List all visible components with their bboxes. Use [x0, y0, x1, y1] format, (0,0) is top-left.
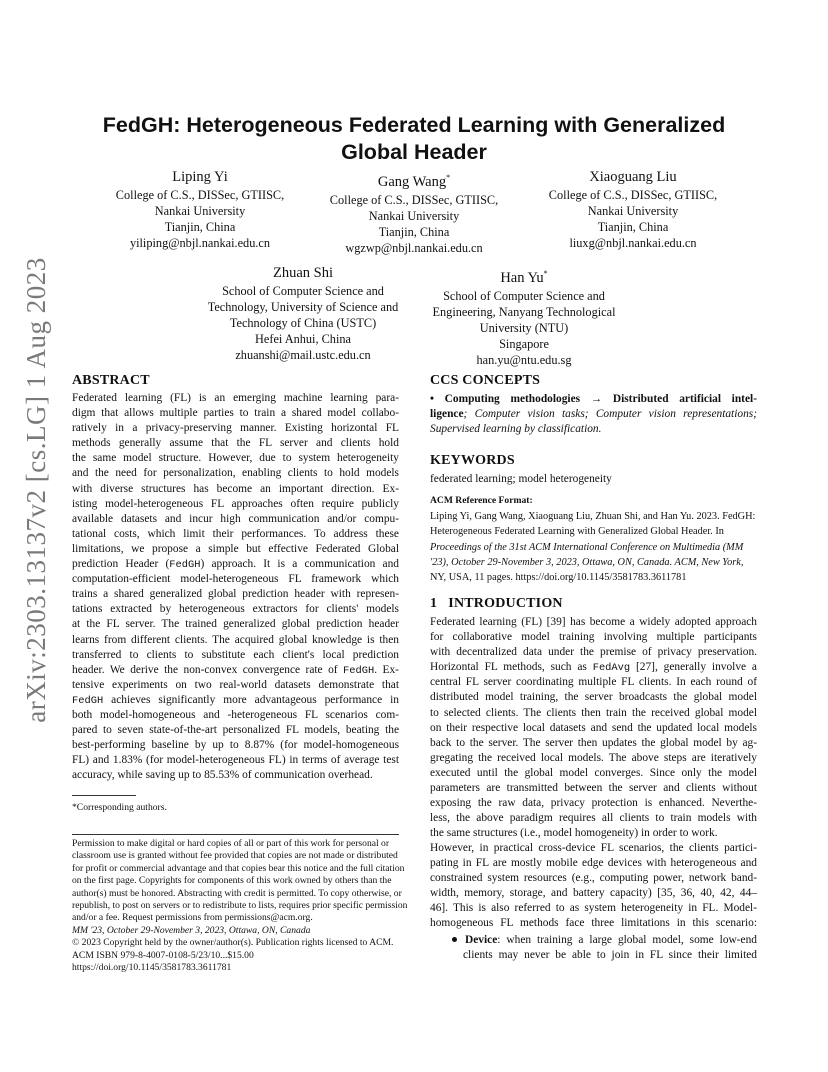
intro-line: for collaborative model training involving multiple participants	[430, 631, 757, 644]
acm-ref-line: NY, USA, 11 pages. https://doi.org/10.1145/3581783.3611781	[430, 572, 687, 584]
acm-ref-line: Proceedings of the 31st ACM International Conference on Multimedia (MM	[430, 541, 744, 553]
intro-line: less, the above paradigm requires all clients to train models with	[430, 812, 757, 825]
author-affil: Nankai University	[368, 208, 460, 223]
bullet-line-2: clients may never be able to join in FL since their limited	[463, 949, 757, 962]
permission-rule	[72, 834, 399, 835]
author-affil: School of Computer Science and	[443, 288, 605, 303]
intro-line: to selected clients. The clients then train the received global model	[430, 706, 757, 719]
author-email: zhuanshi@mail.ustc.edu.cn	[235, 348, 371, 362]
bullet-icon	[452, 937, 457, 942]
permission-line: Permission to make digital or hard copies of all or part of this work for personal or	[72, 838, 390, 849]
author-affil: Hefei Anhui, China	[255, 332, 351, 346]
intro-body	[430, 615, 757, 841]
doi-line: https://doi.org/10.1145/3581783.3611781	[72, 961, 232, 973]
abstract-line: accuracy, while saving up to 85.53% of communication overhead.	[72, 769, 373, 782]
intro-line: constrained system resources (e.g., computing power, network band-	[430, 872, 757, 885]
abstract-line: digm that allows multiple parties to train a shared model collabo-	[72, 407, 399, 420]
author-affil: Technology of China (USTC)	[229, 316, 377, 330]
abstract-line: limitations, we propose a simple but effective Federated Global	[72, 542, 399, 555]
title-line-1: FedGH: Heterogeneous Federated Learning with Generalized	[102, 113, 726, 137]
author-name: Gang Wang*	[377, 173, 451, 190]
permission-line: on the first page. Copyrights for components of this work owned by others than the	[72, 875, 392, 887]
abstract-line: header. We derive the non-convex convergence rate of FedGH. Ex-	[72, 663, 399, 677]
ccs-line-1: • Computing methodologies → Distributed artificial intel-	[430, 393, 757, 405]
intro-line: with decentralized data under the premise of privacy preservation.	[430, 646, 757, 659]
permission-block	[72, 838, 408, 974]
abstract-line: transferred to clients to substitute each client's local prediction	[72, 648, 399, 661]
acm-ref-heading: ACM Reference Format:	[430, 495, 533, 506]
abstract-line: isting model-heterogeneous FL approaches often require publicly	[72, 497, 399, 510]
keywords-heading: KEYWORDS	[430, 453, 515, 468]
abstract-line: learns from different clients. The acquired global knowledge is then	[72, 633, 399, 646]
author-affil: Tianjin, China	[597, 220, 669, 234]
ccs-concepts	[430, 392, 757, 437]
permission-line: author(s) must be honored. Abstracting with credit is permitted. To copy otherwise, or	[72, 887, 402, 899]
abstract-line: available datasets and incur high communication and/or compu-	[72, 512, 399, 525]
intro-body-2	[430, 841, 757, 932]
abstract-line: trains a shared generalized global prediction header with represen-	[72, 588, 399, 601]
intro-line: central FL server coordinating multiple FL clients. In each round of	[430, 676, 757, 689]
intro-line: parameters are transmitted between the server and clients without	[430, 782, 757, 795]
abstract-line: FL) and 1.83% (for model-heterogeneous FL) in terms of average test	[72, 754, 399, 767]
bullet-line-1: Device: when training a large global model, some low-end	[452, 933, 757, 948]
author-affil: Singapore	[499, 336, 549, 351]
abstract-line: ratively in a privacy-preserving manner. Existing horizontal FL	[72, 422, 399, 435]
author-affil: University (NTU)	[479, 320, 569, 335]
arxiv-stamp: arXiv:2303.13137v2 [cs.LG] 1 Aug 2023	[21, 257, 51, 723]
ccs-heading: CCS CONCEPTS	[430, 373, 541, 388]
permission-line: republish, to post on servers or to redistribute to lists, requires prior specific permission	[72, 899, 408, 911]
author-name: Han Yu*	[500, 269, 548, 286]
permission-line: for profit or commercial advantage and that copies bear this notice and the full citation	[72, 862, 405, 874]
abstract-body	[72, 391, 399, 783]
permission-line: classroom use is granted without fee provided that copies are not made or distributed	[72, 850, 398, 862]
author-affil: Engineering, Nanyang Technological	[432, 304, 616, 319]
footnote-rule	[72, 795, 136, 796]
abstract-line: and the need for personalization, enabling clients to hold models	[72, 467, 399, 480]
author-name: Xiaoguang Liu	[589, 169, 677, 185]
keywords: federated learning; model heterogeneity	[430, 473, 612, 485]
author-email: han.yu@ntu.edu.sg	[476, 352, 572, 367]
footnote: *Corresponding authors.	[72, 802, 167, 813]
abstract-line: prediction Header (FedGH) approach. It is a communication and	[72, 558, 399, 572]
author-affil: College of C.S., DISSec, GTIISC,	[329, 192, 499, 207]
abstract-line: tational costs, which limit their performances. To address these	[72, 527, 399, 540]
author-1	[90, 168, 310, 251]
title-line-2: Global Header	[341, 140, 487, 164]
abstract-heading: ABSTRACT	[72, 373, 150, 388]
ccs-line-2: ligence; Computer vision tasks; Computer vision representations;	[430, 408, 757, 421]
abstract-line: tations extracted by heterogeneous extractors for clients' models	[72, 603, 399, 616]
isbn-line: ACM ISBN 979-8-4007-0108-5/23/10...$15.00	[72, 949, 254, 961]
abstract-line: computation-efficient model-heterogeneous FL framework which	[72, 573, 399, 586]
author-4	[195, 264, 411, 363]
intro-heading: 1 INTRODUCTION	[430, 596, 563, 611]
author-email: wgzwp@nbjl.nankai.edu.cn	[345, 240, 483, 255]
author-affil: Technology, University of Science and	[207, 300, 399, 314]
intro-line: the same structures (i.e., model homogeneity) in order to work.	[430, 827, 718, 840]
abstract-line: best-performing baseline by up to 8.87% (for model-homogeneous	[72, 739, 399, 752]
intro-line: executed until the global model converges. Since only the model	[430, 766, 757, 779]
intro-line: 46]. This is also referred to as system heterogeneity in FL. Model-	[430, 902, 757, 915]
intro-line: However, in practical cross-device FL scenarios, the clients partici-	[430, 842, 757, 854]
intro-line: Federated learning (FL) [39] has become a widely adopted approach	[430, 616, 757, 628]
intro-line: Horizontal FL methods, such as FedAvg [27], generally involve a	[430, 661, 757, 675]
abstract-line: Federated learning (FL) is an emerging machine learning para-	[72, 392, 399, 404]
bullet-device	[452, 933, 757, 963]
acm-ref-body	[430, 509, 757, 585]
intro-line: back to the server. The server then updates the global model by ag-	[430, 736, 757, 749]
acm-ref-line: Heterogeneous Federated Learning with Generalized Global Header. In	[430, 526, 724, 538]
abstract-line: the same model structure. However, due to system heterogeneity	[72, 452, 399, 465]
author-affil: Nankai University	[587, 204, 679, 218]
author-5	[416, 264, 632, 368]
abstract-line: with diverse structures has become an important direction. Ex-	[72, 482, 399, 495]
author-affil: Tianjin, China	[164, 220, 236, 234]
abstract-line: both model-homogeneous and -heterogeneous FL scenarios com-	[72, 708, 399, 721]
conference-line: MM '23, October 29-November 3, 2023, Ottawa, ON, Canada	[72, 924, 311, 936]
intro-line: on their respective local datasets and send the updated local models	[430, 721, 757, 734]
permission-line: and/or a fee. Request permissions from permissions@acm.org.	[72, 912, 313, 924]
author-3	[518, 168, 748, 251]
author-name: Zhuan Shi	[272, 265, 333, 281]
intro-line: exposing the raw data, privacy protection is enhanced. Neverthe-	[430, 797, 757, 810]
intro-line: distributed model training, the server broadcasts the global model	[430, 691, 757, 704]
paper-title	[70, 112, 758, 166]
intro-line: width, memory, storage, and battery capacity) [35, 36, 40, 42, 44–	[430, 887, 757, 900]
abstract-line: pared to seven state-of-the-art personalized FL models, beating the	[72, 724, 399, 737]
author-2	[304, 168, 524, 256]
acm-ref-line: Liping Yi, Gang Wang, Xiaoguang Liu, Zhuan Shi, and Han Yu. 2023. FedGH:	[430, 511, 756, 522]
author-name: Liping Yi	[172, 169, 228, 185]
author-affil: Nankai University	[154, 204, 246, 218]
abstract-line: FedGH achieves significantly more advantageous performance in	[72, 693, 399, 707]
intro-line: homogeneous FL methods face three limitations in this scenario:	[430, 917, 757, 930]
intro-line: pating in FL are mostly mobile edge devices with heterogeneous and	[430, 857, 757, 870]
abstract-line: at the FL server. The trained generalized global prediction header	[72, 618, 399, 631]
intro-line: gregating the received local models. The above steps are iteratively	[430, 751, 757, 764]
author-affil: College of C.S., DISSec, GTIISC,	[548, 188, 718, 202]
abstract-line: tensive experiments on two real-world datasets demonstrate that	[72, 678, 399, 691]
ccs-line-3: Supervised learning by classification.	[430, 423, 602, 436]
author-affil: Tianjin, China	[378, 224, 450, 239]
acm-ref-line: '23), October 29-November 3, 2023, Ottawa, ON, Canada. ACM, New York,	[430, 556, 744, 568]
copyright-line: © 2023 Copyright held by the owner/author(s). Publication rights licensed to ACM.	[72, 937, 394, 949]
author-affil: School of Computer Science and	[222, 284, 384, 298]
abstract-line: methods generally assume that the FL server and clients hold	[72, 437, 399, 450]
author-email: liuxg@nbjl.nankai.edu.cn	[569, 236, 697, 250]
author-affil: College of C.S., DISSec, GTIISC,	[115, 188, 285, 202]
author-email: yiliping@nbjl.nankai.edu.cn	[129, 236, 271, 250]
